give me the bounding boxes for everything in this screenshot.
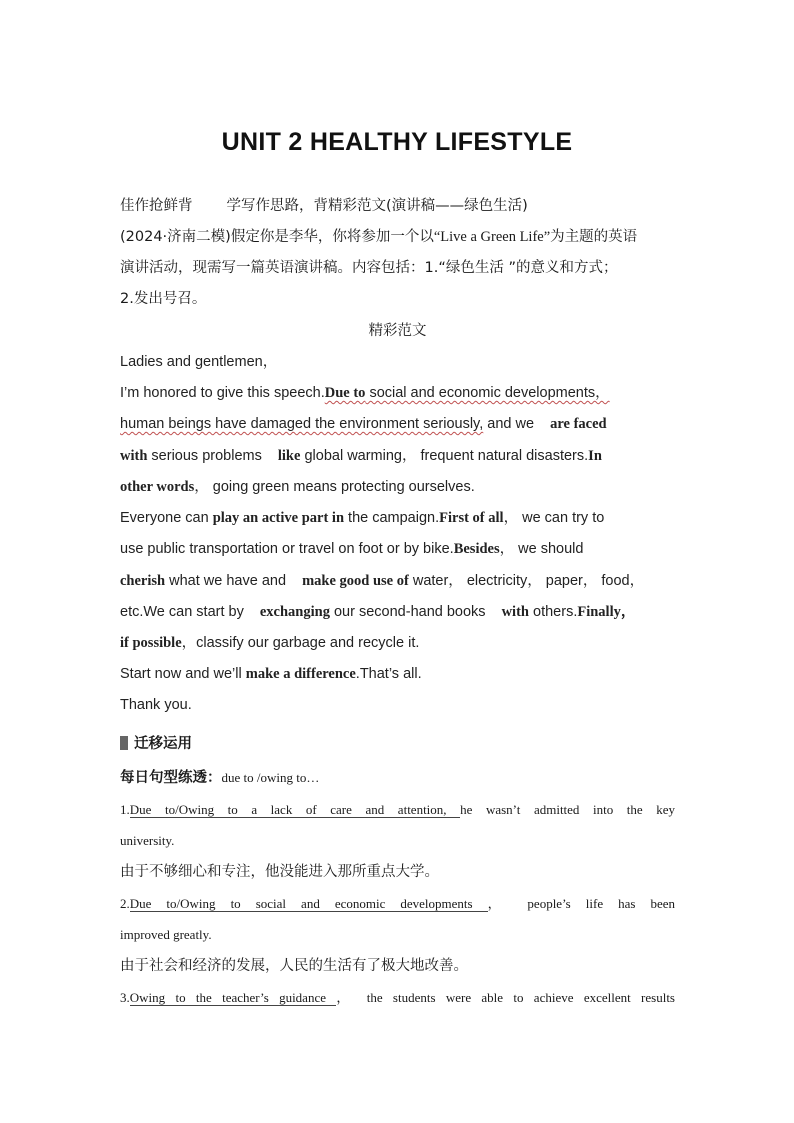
prompt-line-1 xyxy=(120,227,675,247)
prompt-line-3: 2.发出号召。 xyxy=(120,291,207,307)
essay-text: ，classify our garbage and recycle it. xyxy=(181,635,420,651)
key-phrase: Besides xyxy=(453,541,500,557)
example-number: 2. xyxy=(120,896,130,911)
answer-blank: Due to/Owing to social and economic developments xyxy=(129,896,488,911)
section-label: 佳作抢鲜背 xyxy=(120,198,193,214)
practice-heading-line xyxy=(120,734,675,754)
essay-text: our second-hand books xyxy=(329,604,490,620)
prompt-theme: “Live a Green Life” xyxy=(433,229,551,245)
answer-blank: Due to/Owing to a lack of care and attention, xyxy=(129,802,461,817)
example-line: improved greatly. xyxy=(120,927,212,942)
section-subtitle: 学写作思路，背精彩范文(演讲稿——绿色生活) xyxy=(226,198,528,214)
example-line: university. xyxy=(120,833,175,848)
section-marker-icon xyxy=(120,736,128,750)
essay-text: ， going green means protecting ourselves. xyxy=(194,479,475,495)
essay-text: use public transportation or travel on foot or by bike. xyxy=(120,541,454,557)
essay-text: and we xyxy=(483,416,539,432)
essay-line xyxy=(120,477,675,497)
essay-text: others. xyxy=(528,604,578,620)
essay-text: Everyone can xyxy=(120,510,213,526)
essay-text: Start now and we’ll xyxy=(120,666,246,682)
unit-title: UNIT 2 HEALTHY LIFESTYLE xyxy=(221,128,573,156)
key-phrase: play an active part in xyxy=(212,510,345,526)
essay-line xyxy=(120,539,675,559)
essay-line xyxy=(120,571,675,591)
pattern-line xyxy=(120,768,675,788)
prompt-text: 为主题的英语 xyxy=(550,229,638,245)
underlined-text: human beings have damaged the environment seriously, xyxy=(120,416,484,432)
example-number: 1. xyxy=(120,802,130,817)
key-phrase: with xyxy=(501,604,529,620)
essay-text: what we have and xyxy=(165,573,291,589)
pattern-label: 每日句型练透： xyxy=(120,770,222,786)
essay-line xyxy=(120,446,675,466)
key-phrase: Finally， xyxy=(577,604,636,620)
key-phrase: cherish xyxy=(120,573,166,589)
essay-line xyxy=(120,414,675,434)
essay-line xyxy=(120,602,675,622)
key-phrase: other words xyxy=(120,479,195,495)
essay-closing: Thank you. xyxy=(120,697,192,713)
essay-text: ， we can try to xyxy=(503,510,605,526)
essay-line xyxy=(120,508,675,528)
essay-line xyxy=(120,383,675,403)
example-line xyxy=(120,894,675,914)
essay-heading: 精彩范文 xyxy=(368,323,427,339)
example-text: ， people’s life has been xyxy=(487,896,676,911)
key-phrase: First of all xyxy=(439,510,504,526)
essay-text: serious problems xyxy=(147,448,266,464)
pattern-text: due to /owing to… xyxy=(221,770,320,785)
example-text: ， the students were able to achieve excellent results xyxy=(336,990,675,1005)
essay-text: ， we should xyxy=(499,541,584,557)
key-phrase: with xyxy=(120,448,148,464)
example-text: he wasn’t admitted into the key xyxy=(460,802,676,817)
example-line xyxy=(120,800,675,820)
intro-line xyxy=(120,196,675,216)
essay-greeting: Ladies and gentlemen， xyxy=(120,354,278,370)
essay-line xyxy=(120,664,675,684)
example-translation: 由于不够细心和专注，他没能进入那所重点大学。 xyxy=(120,864,439,880)
key-phrase: make good use of xyxy=(302,573,409,589)
essay-text: the campaign. xyxy=(344,510,440,526)
practice-heading: 迁移运用 xyxy=(134,736,192,752)
essay-text: water， electricity， paper， food， xyxy=(408,573,645,589)
prompt-text: (2024·济南二模)假定你是李华，你将参加一个以 xyxy=(120,229,434,245)
key-phrase: In xyxy=(588,448,602,464)
answer-blank: Owing to the teacher’s guidance xyxy=(129,990,337,1005)
example-line xyxy=(120,988,675,1008)
example-translation: 由于社会和经济的发展，人民的生活有了极大地改善。 xyxy=(120,958,468,974)
prompt-line-2: 演讲活动，现需写一篇英语演讲稿。内容包括：1.“绿色生活 ”的意义和方式； xyxy=(120,260,618,276)
essay-text: I’m honored to give this speech. xyxy=(120,385,325,401)
essay-text: .That’s all. xyxy=(355,666,422,682)
essay-text: etc.We can start by xyxy=(120,604,248,620)
key-phrase: like xyxy=(277,448,301,464)
key-phrase: make a difference xyxy=(245,666,356,682)
key-phrase: if possible xyxy=(120,635,182,651)
essay-line xyxy=(120,633,675,653)
essay-text: global warming， frequent natural disasters. xyxy=(300,448,589,464)
example-number: 3. xyxy=(120,990,130,1005)
key-phrase: are faced xyxy=(550,416,607,432)
underlined-text: social and economic developments， xyxy=(365,385,610,401)
key-phrase: exchanging xyxy=(259,604,330,620)
key-phrase: Due to xyxy=(324,385,366,401)
